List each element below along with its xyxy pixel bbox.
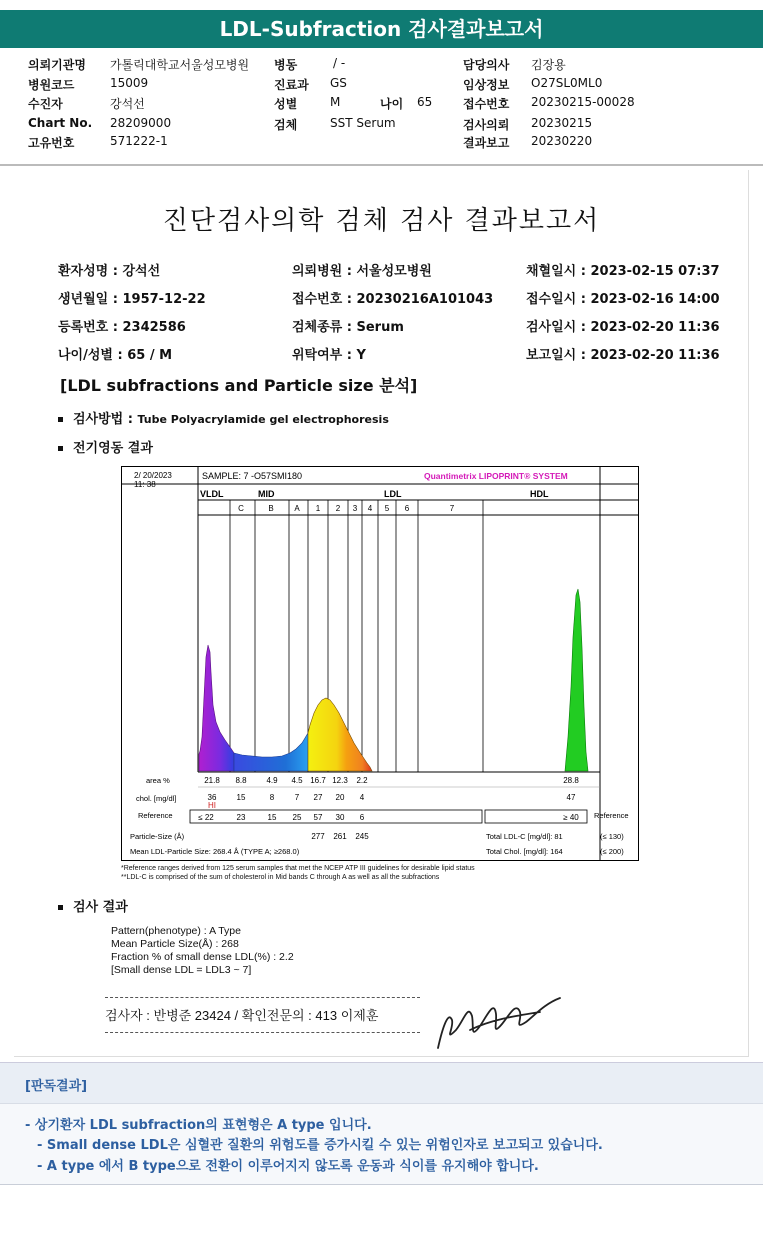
interpretation-line: - 상기환자 LDL subfraction의 표현형은 A type 입니다. [25, 1118, 372, 1133]
band-label: 1 [315, 504, 321, 513]
patient-info: 채혈일시 : 2023-02-15 07:37 [526, 264, 720, 279]
bullet-icon [58, 905, 63, 910]
patient-info: 등록번호 : 2342586 [58, 320, 186, 335]
method-label: 검사방법 : [73, 412, 138, 427]
row-label-ref: Reference [138, 811, 173, 820]
chol-value: 4 [359, 793, 365, 802]
chol-value: 15 [236, 793, 246, 802]
total-ldl-label: Total LDL-C [mg/dl]: 81 [486, 832, 563, 841]
field-value: M [330, 95, 341, 109]
patient-info: 의뢰병원 : 서울성모병원 [292, 264, 432, 279]
field-value: 20230220 [531, 134, 593, 148]
field-label: 수진자 [28, 97, 63, 111]
ref-range-value: 6 [359, 813, 365, 822]
chart-date: 2/ 20/2023 [134, 471, 172, 480]
row-label-mean: Mean LDL-Particle Size: 268.4 Å (TYPE A; ≥268.0) [130, 847, 300, 856]
particle-size-value: 245 [355, 832, 369, 841]
group-label-mid: MID [258, 489, 275, 499]
ref-range-value: ≥ 40 [563, 813, 579, 822]
ref-range-value: 25 [292, 813, 302, 822]
area-pct-value: 2.2 [356, 776, 368, 785]
chart-time: 11: 38 [134, 480, 156, 489]
ref-label-right: Reference [594, 811, 629, 820]
header-info [0, 52, 763, 162]
field-value: 가톨릭대학교서울성모병원 [110, 58, 250, 72]
field-value: 20230215-00028 [531, 95, 635, 109]
group-label-ldl: LDL [384, 489, 402, 499]
ref-range-value: ≤ 22 [198, 813, 214, 822]
result-label: 검사 결과 [73, 900, 128, 915]
sign-divider-top [105, 997, 420, 998]
area-pct-value: 4.9 [266, 776, 278, 785]
chol-value: 8 [269, 793, 275, 802]
field-label: 진료과 [274, 78, 309, 92]
field-value: 65 [417, 95, 433, 109]
sign-divider-bottom [105, 1032, 420, 1033]
interpretation-line: - Small dense LDL은 심혈관 질환의 위험도를 증가시킬 수 있는 위험인자로 보고되고 있습니다. [37, 1138, 603, 1153]
band-label: 2 [335, 504, 341, 513]
ref-range-value: 23 [236, 813, 246, 822]
total-chol-ref: (≤ 200) [600, 847, 624, 856]
flag-hi: HI [208, 801, 216, 810]
patient-info: 환자성명 : 강석선 [58, 264, 161, 279]
interpretation-header [0, 1062, 763, 1103]
patient-info: 나이/성별 : 65 / M [58, 348, 173, 363]
row-label-chol: chol. [mg/dl] [136, 794, 177, 803]
area-pct-value: 4.5 [291, 776, 303, 785]
patient-info: 생년월일 : 1957-12-22 [58, 292, 206, 307]
result-line: [Small dense LDL = LDL3 ~ 7] [111, 964, 252, 976]
interpretation-body [0, 1103, 763, 1185]
field-label: 검사의뢰 [463, 118, 510, 132]
patient-info: 접수번호 : 20230216A101043 [292, 292, 494, 307]
header-divider [0, 164, 763, 166]
particle-size-value: 277 [311, 832, 325, 841]
result-line: Pattern(phenotype) : A Type [111, 925, 241, 937]
curve-vldl [199, 645, 234, 771]
field-label: 나이 [380, 97, 404, 111]
band-label: A [294, 504, 300, 513]
group-label-vldl: VLDL [200, 489, 224, 499]
row-label-psize: Particle-Size (Å) [130, 832, 185, 841]
field-label: Chart No. [28, 116, 93, 130]
field-value: O27SL0ML0 [531, 76, 603, 90]
area-pct-value: 12.3 [332, 776, 348, 785]
field-value: 571222-1 [110, 134, 168, 148]
chart-sample: SAMPLE: 7 -O57SMI180 [202, 471, 303, 481]
result-line: Mean Particle Size(Å) : 268 [111, 938, 239, 950]
electro-label: 전기영동 결과 [73, 441, 153, 456]
result-heading [58, 896, 128, 915]
band-label: B [268, 504, 274, 513]
band-label: 6 [404, 504, 410, 513]
footnote: **LDL-C is comprised of the sum of cholesterol in Mid bands C through A as well as all the subfractions [121, 874, 440, 881]
field-label: 임상정보 [463, 78, 510, 92]
field-label: 결과보고 [463, 136, 510, 150]
field-value: / - [333, 56, 346, 70]
field-value: 강석선 [110, 97, 145, 111]
bullet-icon [58, 417, 63, 422]
patient-info: 검체종류 : Serum [292, 320, 404, 335]
chol-value: 36 [207, 793, 217, 802]
ref-range-value: 57 [313, 813, 323, 822]
curve-hdl [565, 589, 588, 771]
footnote: *Reference ranges derived from 125 serum samples that met the NCEP ATP III guidelines for desirable lipid status [121, 865, 475, 872]
area-pct-value: 16.7 [310, 776, 326, 785]
patient-info: 검사일시 : 2023-02-20 11:36 [526, 320, 720, 335]
total-ldl-ref: (≤ 130) [600, 832, 624, 841]
chol-value: 47 [566, 793, 576, 802]
examiner-line: 검사자 : 반병준 23424 / 확인전문의 : 413 이제훈 [105, 1008, 379, 1023]
interpretation-title: [판독결과] [25, 1079, 88, 1094]
electrophoresis-chart [121, 466, 639, 861]
band-label: C [238, 504, 244, 513]
field-label: 접수번호 [463, 97, 510, 111]
patient-info: 접수일시 : 2023-02-16 14:00 [526, 292, 720, 307]
doctor-signature [430, 990, 565, 1055]
ref-range-value: 15 [267, 813, 277, 822]
field-label: 검체 [274, 118, 298, 132]
field-label: 담당의사 [463, 58, 510, 72]
interpretation-line: - A type 에서 B type으로 전환이 이루어지지 않도록 운동과 식이를 유지해야 합니다. [37, 1159, 539, 1174]
field-label: 병동 [274, 58, 298, 72]
electro-heading [58, 437, 153, 456]
field-label: 의뢰기관명 [28, 58, 86, 72]
patient-info: 위탁여부 : Y [292, 348, 366, 363]
method-value: Tube Polyacrylamide gel electrophoresis [137, 413, 389, 426]
report-banner-title: LDL-Subfraction 검사결과보고서 [0, 10, 763, 48]
chart-footnotes [121, 864, 475, 882]
chart-brand: Quantimetrix LIPOPRINT® SYSTEM [424, 471, 568, 481]
patient-info: 보고일시 : 2023-02-20 11:36 [526, 348, 720, 363]
band-label: 4 [367, 504, 373, 513]
field-label: 병원코드 [28, 78, 75, 92]
area-pct-value: 21.8 [204, 776, 220, 785]
field-value: SST Serum [330, 116, 396, 130]
ref-range-value: 30 [335, 813, 345, 822]
area-pct-value: 8.8 [235, 776, 247, 785]
row-label-area: area % [146, 776, 170, 785]
group-label-hdl: HDL [530, 489, 549, 499]
particle-size-value: 261 [333, 832, 347, 841]
band-label: 5 [384, 504, 390, 513]
chol-value: 27 [313, 793, 323, 802]
section-title: [LDL subfractions and Particle size 분석] [60, 376, 418, 395]
field-value: GS [330, 76, 347, 90]
band-label: 7 [449, 504, 455, 513]
method-line [58, 408, 389, 427]
field-value: 28209000 [110, 116, 172, 130]
curve-mid [234, 733, 308, 771]
bullet-icon [58, 446, 63, 451]
band-label: 3 [352, 504, 358, 513]
total-chol-label: Total Chol. [mg/dl]: 164 [486, 847, 563, 856]
field-value: 김장용 [531, 58, 566, 72]
chol-value: 20 [335, 793, 345, 802]
field-label: 고유번호 [28, 136, 75, 150]
report-title: 진단검사의학 검체 검사 결과보고서 [162, 206, 601, 236]
result-line: Fraction % of small dense LDL(%) : 2.2 [111, 951, 294, 963]
result-block [111, 925, 294, 977]
field-value: 15009 [110, 76, 149, 90]
field-value: 20230215 [531, 116, 593, 130]
field-label: 성별 [274, 97, 298, 111]
chol-value: 7 [294, 793, 300, 802]
area-pct-value: 28.8 [563, 776, 579, 785]
